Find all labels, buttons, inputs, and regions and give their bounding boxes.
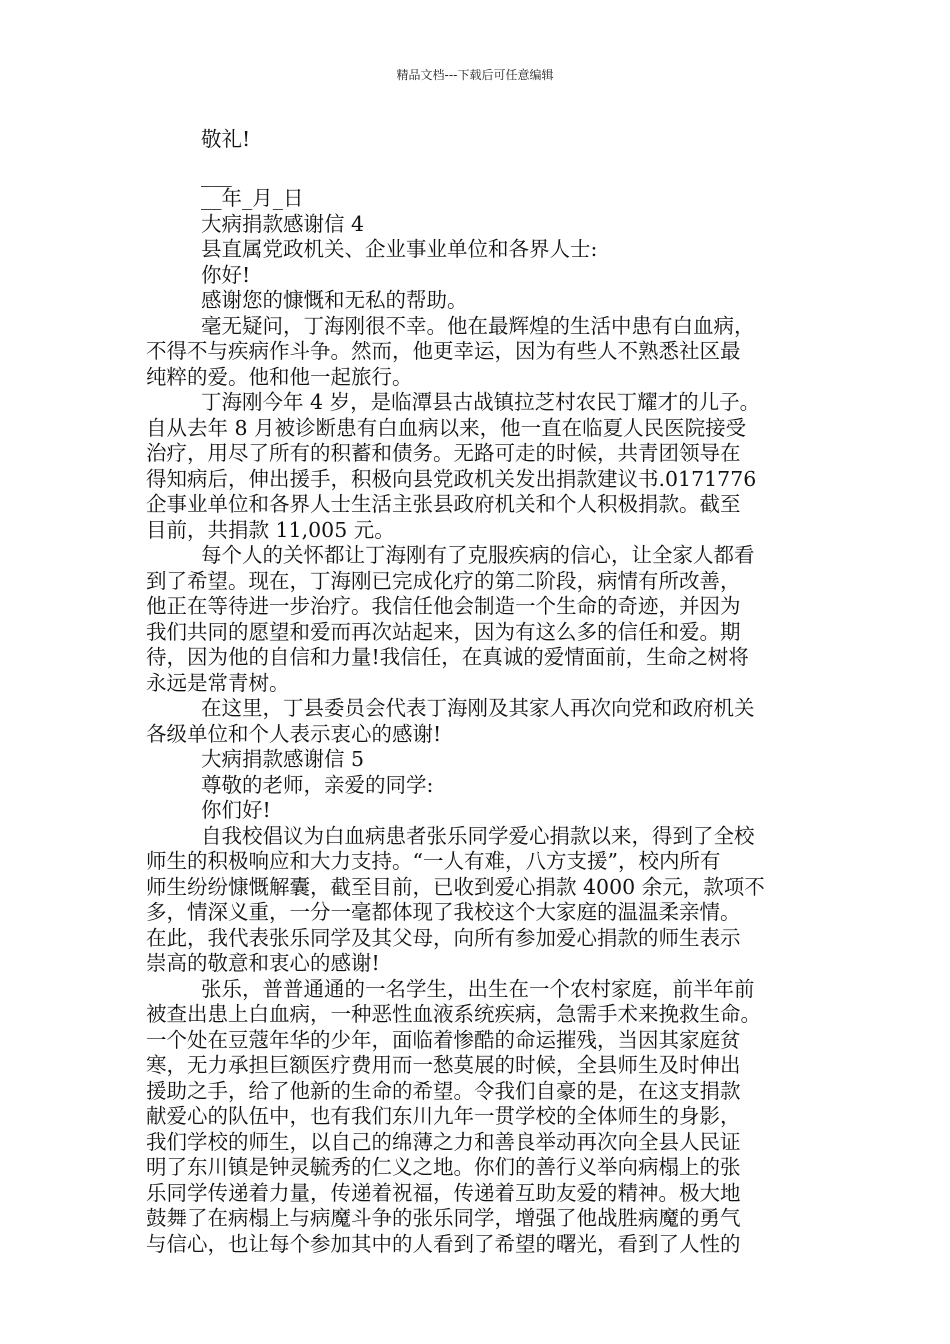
text-line: 我们共同的愿望和爱而再次站起来，因为有这么多的信任和爱。期 <box>146 619 741 644</box>
text-line: 师生的积极响应和大力支持。“一人有难，八方支援”，校内所有 <box>146 849 721 873</box>
greeting: 你好! <box>201 262 251 287</box>
letter-title: 大病捐款感谢信 5 <box>201 747 365 771</box>
signature-blank: ___ <box>201 163 232 187</box>
letter-title: 大病捐款感谢信 4 <box>201 211 365 236</box>
text-line: 明了东川镇是钟灵毓秀的仁义之地。你们的善行义举向病榻上的张 <box>146 1155 741 1179</box>
text-line: 崇高的敬意和衷心的感谢! <box>146 951 380 975</box>
paragraph-start: 丁海刚今年 4 岁，是临潭县古战镇拉芝村农民丁耀才的儿子。 <box>201 390 761 414</box>
page-header: 精品文档---下载后可任意编辑 <box>396 68 554 82</box>
text-line: 乐同学传递着力量，传递着祝福，传递着互助友爱的精神。极大地 <box>146 1180 741 1205</box>
greeting: 你们好! <box>201 798 271 822</box>
text-line: 目前，共捐款 11,005 元。 <box>146 517 395 542</box>
paragraph-start: 毫无疑问，丁海刚很不幸。他在最辉煌的生活中患有白血病， <box>201 313 755 338</box>
paragraph-start: 自我校倡议为白血病患者张乐同学爱心捐款以来，得到了全校 <box>201 823 755 848</box>
text-line: 多，情深义重，一分一毫都体现了我校这个大家庭的温温柔亲情。 <box>146 900 741 924</box>
letter-addressee: 尊敬的老师，亲爱的同学: <box>201 772 434 797</box>
text-line: 一个处在豆蔻年华的少年，面临着惨酷的命运摧残，当因其家庭贫 <box>146 1027 741 1052</box>
text-line: 企事业单位和各界人士生活主张县政府机关和个人积极捐款。截至 <box>146 492 741 516</box>
text-line: 感谢您的慷慨和无私的帮助。 <box>201 288 468 312</box>
text-line: 在此，我代表张乐同学及其父母，向所有参加爱心捐款的师生表示 <box>146 925 741 950</box>
text-line: 被查出患上白血病，一种恶性血液系统疾病，急需手术来挽救生命。 <box>146 1002 761 1026</box>
text-line: 待，因为他的自信和力量!我信任，在真诚的爱情面前，生命之树将 <box>146 645 749 669</box>
text-line: 与信心，也让每个参加其中的人看到了希望的曙光，看到了人性的 <box>146 1231 741 1256</box>
text-line: 援助之手，给了他新的生命的希望。令我们自豪的是，在这支捐款 <box>146 1078 741 1103</box>
text-line: 献爱心的队伍中，也有我们东川九年一贯学校的全体师生的身影， <box>146 1104 741 1128</box>
text-line: 我们学校的师生，以自己的绵薄之力和善良举动再次向全县人民证 <box>146 1129 741 1154</box>
date-line: __年_月_日 <box>201 186 304 210</box>
text-line: 鼓舞了在病榻上与病魔斗争的张乐同学，增强了他战胜病魔的勇气 <box>146 1206 741 1230</box>
text-line: 永远是常青树。 <box>146 670 290 695</box>
paragraph-start: 在这里，丁县委员会代表丁海刚及其家人再次向党和政府机关 <box>201 696 755 720</box>
text-line: 纯粹的爱。他和他一起旅行。 <box>146 364 413 389</box>
text-line: 寒，无力承担巨额医疗费用而一愁莫展的时候，全县师生及时伸出 <box>146 1053 741 1077</box>
paragraph-start: 张乐，普普通通的一名学生，出生在一个农村家庭，前半年前 <box>201 976 755 1001</box>
text-line: 各级单位和个人表示衷心的感谢! <box>146 721 442 746</box>
closing-salutation: 敬礼! <box>201 127 251 151</box>
text-line: 不得不与疾病作斗争。然而，他更幸运，因为有些人不熟悉社区最 <box>146 339 741 363</box>
text-line: 师生纷纷慷慨解囊，截至目前，已收到爱心捐款 4000 余元，款项不 <box>146 874 765 899</box>
text-line: 得知病后，伸出援手，积极向县党政机关发出捐款建议书.0171776 <box>146 466 757 491</box>
text-line: 他正在等待进一步治疗。我信任他会制造一个生命的奇迹，并因为 <box>146 594 741 618</box>
text-line: 到了希望。现在，丁海刚已完成化疗的第二阶段，病情有所改善， <box>146 568 741 593</box>
text-line: 治疗，用尽了所有的积蓄和债务。无路可走的时候，共青团领导在 <box>146 441 741 465</box>
letter-addressee: 县直属党政机关、企业事业单位和各界人士: <box>201 237 598 261</box>
text-line: 自从去年 8 月被诊断患有白血病以来，他一直在临夏人民医院接受 <box>146 415 747 440</box>
document-body <box>146 124 814 1257</box>
paragraph-start: 每个人的关怀都让丁海刚有了克服疾病的信心，让全家人都看 <box>201 543 755 567</box>
